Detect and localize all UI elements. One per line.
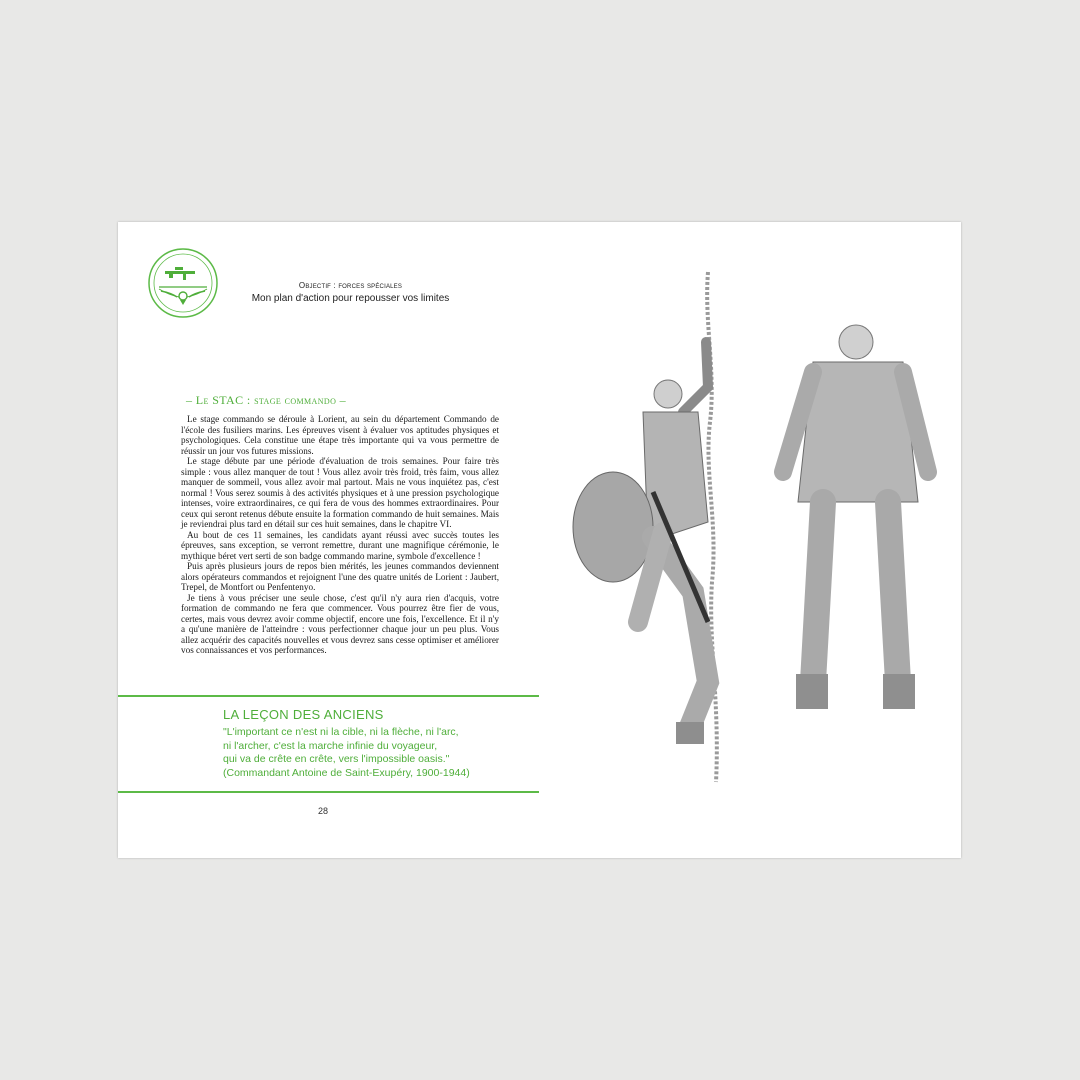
- running-head: [218, 279, 483, 305]
- commandos-illustration: [558, 262, 958, 822]
- body-paragraph: Au bout de ces 11 semaines, les candidats ayant réussi avec succès toutes les épreuves, sans exception, se verront remettre, durant une magnifique cérémonie, le mythique béret vert serti de son badge commando marine, symbole d'excellence !: [181, 529, 499, 561]
- lecon-quote-line: qui va de crête en crête, vers l'impossible oasis.": [223, 753, 450, 765]
- book-spread: [118, 222, 961, 858]
- body-paragraph: Puis après plusieurs jours de repos bien mérités, les jeunes commandos deviennent alors opérateurs commandos et rejoignent l'une des quatre unités de Lorient : Jaubert, Trepel, de Montfort ou Penfentenyo.: [181, 561, 499, 592]
- lecon-quote: [223, 726, 533, 780]
- running-head-title: Mon plan d'action pour repousser vos limites: [251, 293, 450, 304]
- running-head-series: Objectif : forces spéciales: [298, 281, 403, 290]
- standing-soldier: [783, 325, 928, 709]
- lecon-quote-attribution: (Commandant Antoine de Saint-Exupéry, 1900-1944): [223, 766, 470, 779]
- lecon-bottom-rule: [118, 791, 539, 793]
- body-paragraph: Le stage débute par une période d'évaluation de trois semaines. Pour faire très simple : vous allez manquer de tout ! Vous allez avoir très froid, très faim, vous allez manquer de sommeil, vous allez avoir mal partout. Mais ne vous inquiétez pas, c'est normal ! Vous serez soumis à des activités physiques et à une pression psychologique intenses, voire extraordinaires, ce qui fera de vous des hommes extraordinaires. Pour ceux qui seront retenus débute ensuite la formation commando de huit semaines. Mais je reviendrai plus tard en détail sur ces huit semaines, dans le chapitre VI.: [181, 456, 499, 529]
- section-title: – Le STAC : stage commando –: [186, 393, 347, 407]
- commando-emblem-icon: [147, 247, 219, 319]
- body-paragraph: Je tiens à vous préciser une seule chose, c'est qu'il n'y aura rien d'acquis, votre formation de commando ne fera que commencer. Vous pourrez être fier de vous, certes, mais vous devrez avoir comme objectif, encore une fois, l'excellence. Et il n'y a qu'une manière de l'atteindre : vous perfectionner chaque jour un peu plus. Vous allez acquérir des capacités nouvelles et vous devrez sans cesse optimiser et améliorer vos connaissances et vos performances.: [181, 592, 499, 655]
- page-number: 28: [317, 806, 328, 816]
- lecon-quote-line: "L'important ce n'est ni la cible, ni la flèche, ni l'arc,: [223, 726, 459, 738]
- body-paragraph: Le stage commando se déroule à Lorient, au sein du département Commando de l'école des fusiliers marins. Les épreuves visent à évaluer vos aptitudes physiques et psychologiques. Cela constitue une étape très importante qui va vous permettre de réussir un jour vos futures missions.: [181, 414, 499, 456]
- lecon-heading: LA LEÇON DES ANCIENS: [223, 707, 384, 722]
- lecon-top-rule: [118, 695, 539, 697]
- climbing-soldier: [573, 342, 708, 744]
- body-text: [181, 414, 499, 656]
- lecon-quote-line: ni l'archer, c'est la marche infinie du voyageur,: [223, 739, 438, 752]
- lecon-box: [223, 707, 533, 780]
